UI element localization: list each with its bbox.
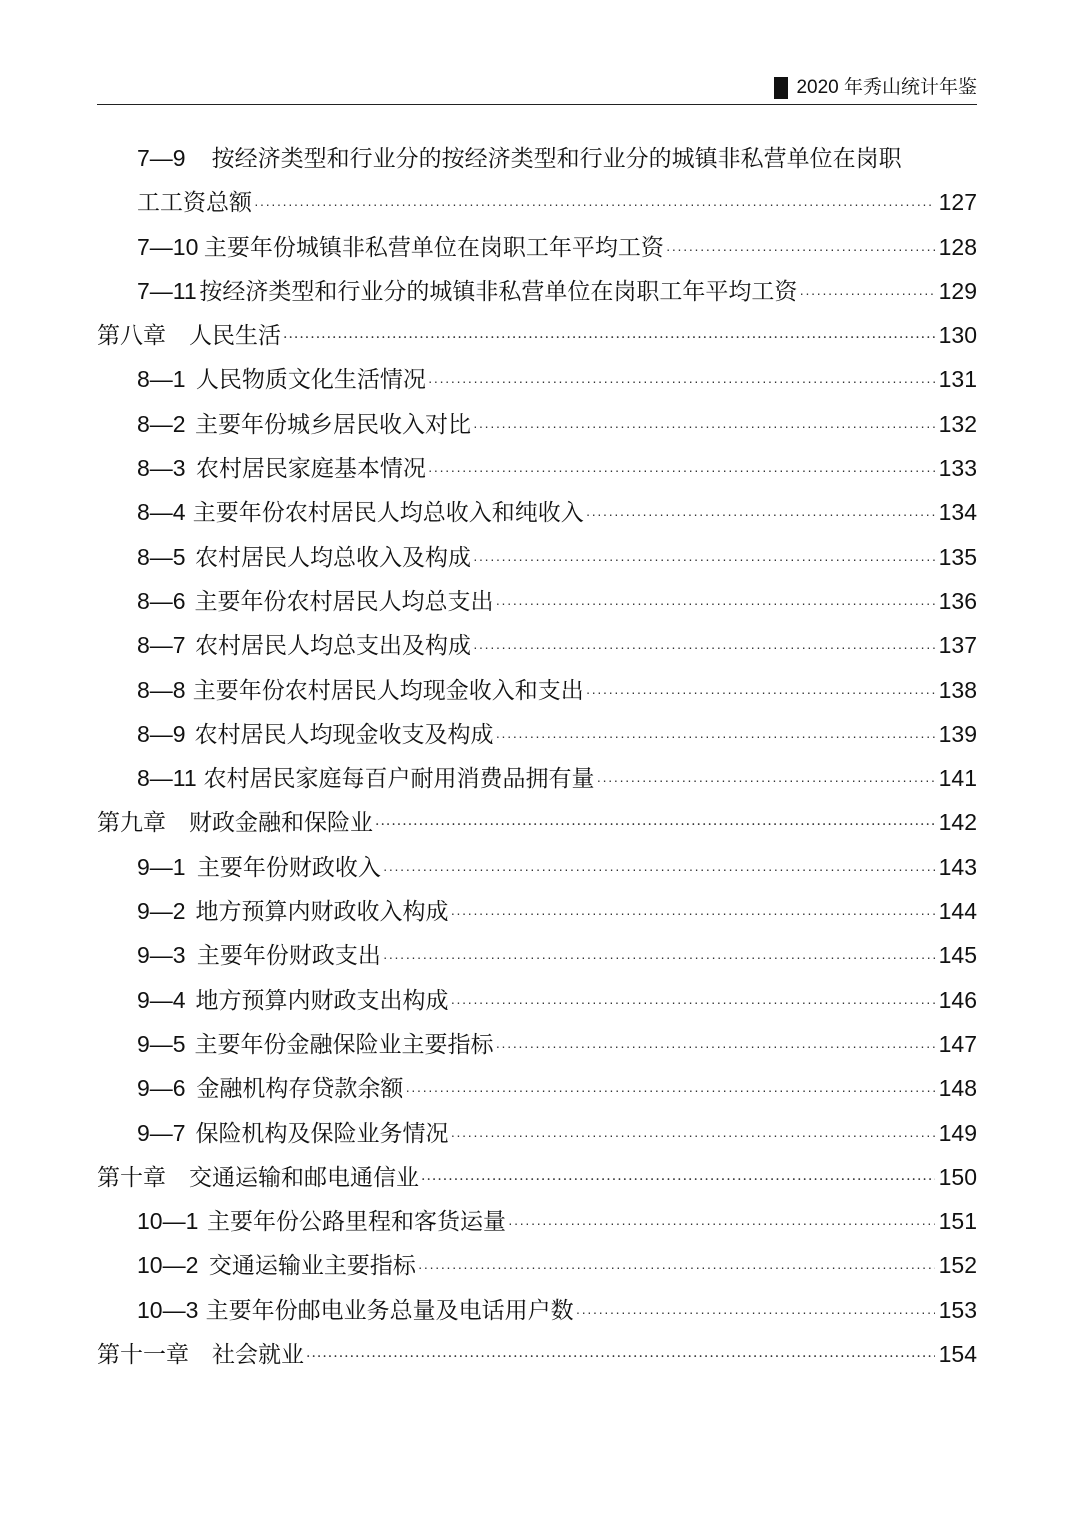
dot-leader — [496, 714, 935, 758]
entry-title: 按经济类型和行业分的按经济类型和行业分的城镇非私营单位在岗职 — [211, 145, 902, 171]
entry-number: 8—8 — [137, 676, 186, 703]
toc-chapter-8[interactable] — [97, 313, 977, 357]
entry-number: 8—6 — [137, 587, 186, 614]
page-number: 152 — [938, 1252, 977, 1279]
dot-leader — [496, 581, 935, 625]
page-number: 136 — [938, 587, 977, 614]
toc-entry-9-3[interactable] — [97, 933, 977, 977]
dot-leader — [450, 1113, 934, 1157]
toc-entry-7-9-cont[interactable] — [97, 180, 977, 224]
toc-entry-8-7[interactable] — [97, 623, 977, 667]
toc-chapter-10[interactable] — [97, 1155, 977, 1199]
entry-number: 8—2 — [137, 410, 186, 437]
dot-leader — [576, 1290, 935, 1334]
entry-number: 9—5 — [137, 1030, 186, 1057]
entry-number: 7—10 — [137, 233, 199, 260]
entry-number: 8—1 — [137, 366, 186, 393]
entry-number: 9—4 — [137, 986, 186, 1013]
entry-title-continued: 工工资总额 — [137, 189, 252, 216]
entry-title: 农村居民家庭基本情况 — [195, 455, 426, 482]
toc-entry-7-9[interactable] — [97, 136, 977, 180]
page-number: 129 — [938, 277, 977, 304]
entry-title: 地方预算内财政支出构成 — [195, 986, 449, 1013]
toc-entry-9-4[interactable] — [97, 978, 977, 1022]
entry-title: 金融机构存贷款余额 — [196, 1075, 404, 1102]
page-number: 141 — [938, 765, 977, 792]
dot-leader — [450, 891, 934, 935]
entry-number: 9—2 — [137, 898, 186, 925]
entry-title: 人民物质文化生活情况 — [195, 366, 426, 393]
page-number: 135 — [938, 543, 977, 570]
page-number: 145 — [938, 942, 977, 969]
entry-title: 地方预算内财政收入构成 — [195, 898, 449, 925]
chapter-title: 第十章 交通运输和邮电通信业 — [97, 1164, 419, 1191]
entry-number: 9—6 — [137, 1075, 186, 1102]
page-number: 146 — [938, 986, 977, 1013]
entry-number: 8—7 — [137, 632, 186, 659]
entry-number: 10—3 — [137, 1296, 199, 1323]
toc-entry-9-7[interactable] — [97, 1111, 977, 1155]
entry-number: 9—3 — [137, 942, 186, 969]
page-number: 139 — [938, 720, 977, 747]
entry-title: 保险机构及保险业务情况 — [195, 1119, 449, 1146]
toc-entry-8-6[interactable] — [97, 579, 977, 623]
page-number: 150 — [938, 1163, 977, 1190]
toc-entry-8-2[interactable] — [97, 402, 977, 446]
dot-leader — [450, 980, 934, 1024]
page-number: 138 — [938, 676, 977, 703]
entry-title: 农村居民人均总收入及构成 — [194, 543, 471, 570]
toc-entry-9-6[interactable] — [97, 1066, 977, 1110]
page-number: 132 — [938, 410, 977, 437]
dot-leader — [586, 670, 935, 714]
toc-entry-7-11[interactable] — [97, 269, 977, 313]
toc-entry-8-8[interactable] — [97, 668, 977, 712]
entry-title: 主要年份城镇非私营单位在岗职工年平均工资 — [203, 233, 664, 260]
toc-chapter-11[interactable] — [97, 1332, 977, 1376]
page-number: 154 — [938, 1341, 977, 1368]
chapter-title: 第八章 人民生活 — [97, 323, 281, 350]
toc-entry-10-1[interactable] — [97, 1199, 977, 1243]
dot-leader — [254, 182, 935, 226]
entry-number: 8—9 — [137, 720, 186, 747]
entry-title: 主要年份公路里程和客货运量 — [207, 1208, 507, 1235]
dot-leader — [283, 316, 935, 360]
entry-title: 农村居民人均现金收支及构成 — [194, 720, 494, 747]
toc-entry-8-3[interactable] — [97, 446, 977, 490]
entry-title: 主要年份邮电业务总量及电话用户数 — [205, 1296, 574, 1323]
page-number: 128 — [938, 233, 977, 260]
chapter-title: 第十一章 社会就业 — [97, 1342, 304, 1369]
page-number: 144 — [938, 898, 977, 925]
entry-number: 9—7 — [137, 1119, 186, 1146]
dot-leader — [597, 758, 935, 802]
entry-number: 8—11 — [137, 765, 197, 792]
entry-number: 8—3 — [137, 455, 186, 482]
dot-leader — [428, 359, 935, 403]
toc-entry-7-10[interactable] — [97, 225, 977, 269]
dot-leader — [473, 537, 935, 581]
entry-title: 主要年份财政支出 — [196, 942, 381, 969]
page-number: 130 — [938, 322, 977, 349]
toc-entry-8-1[interactable] — [97, 357, 977, 401]
page-number: 134 — [938, 499, 977, 526]
dot-leader — [586, 492, 935, 536]
entry-title: 农村居民人均总支出及构成 — [194, 632, 471, 659]
entry-number: 7—11 — [137, 277, 197, 304]
toc-entry-9-2[interactable] — [97, 889, 977, 933]
toc-chapter-9[interactable] — [97, 800, 977, 844]
entry-title: 主要年份农村居民人均总支出 — [194, 587, 494, 614]
yearbook-title: 2020 年秀山统计年鉴 — [796, 77, 977, 98]
entry-number: 10—2 — [137, 1252, 199, 1279]
page-number: 133 — [938, 455, 977, 482]
header-title — [774, 76, 977, 100]
toc-entry-8-5[interactable] — [97, 535, 977, 579]
entry-title: 主要年份财政收入 — [196, 853, 381, 880]
chapter-title: 第九章 财政金融和保险业 — [97, 810, 373, 837]
dot-leader — [418, 1245, 935, 1289]
entry-number: 8—4 — [137, 499, 186, 526]
entry-title: 农村居民家庭每百户耐用消费品拥有量 — [203, 765, 595, 792]
page-number: 153 — [938, 1296, 977, 1323]
entry-title: 按经济类型和行业分的城镇非私营单位在岗职工年平均工资 — [199, 277, 798, 304]
dot-leader — [383, 847, 935, 891]
toc-entry-8-4[interactable] — [97, 490, 977, 534]
toc-entry-10-2[interactable] — [97, 1243, 977, 1287]
entry-title: 主要年份金融保险业主要指标 — [194, 1030, 494, 1057]
toc-entry-8-9[interactable] — [97, 712, 977, 756]
dot-leader — [306, 1335, 935, 1379]
entry-title: 主要年份城乡居民收入对比 — [194, 410, 471, 437]
toc-entry-10-3[interactable] — [97, 1288, 977, 1332]
page-number: 131 — [938, 366, 977, 393]
entry-title: 主要年份农村居民人均总收入和纯收入 — [192, 499, 584, 526]
dot-leader — [496, 1024, 935, 1068]
entry-number: 8—5 — [137, 543, 186, 570]
toc-entry-9-1[interactable] — [97, 845, 977, 889]
page-number: 127 — [938, 189, 977, 216]
dot-leader — [473, 404, 935, 448]
dot-leader — [428, 448, 935, 492]
entry-number: 9—1 — [137, 853, 186, 880]
page-number: 151 — [938, 1208, 977, 1235]
page-number: 143 — [938, 853, 977, 880]
dot-leader — [383, 935, 935, 979]
dot-leader — [405, 1068, 934, 1112]
toc-entry-8-11[interactable] — [97, 756, 977, 800]
entry-number: 10—1 — [137, 1208, 199, 1235]
dot-leader — [473, 625, 935, 669]
page-number: 149 — [938, 1119, 977, 1146]
entry-number: 7—9 — [137, 145, 186, 171]
page-number: 137 — [938, 632, 977, 659]
dot-leader — [666, 227, 935, 271]
toc-entry-9-5[interactable] — [97, 1022, 977, 1066]
dot-leader — [799, 271, 934, 315]
entry-title: 交通运输业主要指标 — [208, 1252, 416, 1279]
running-header — [97, 74, 977, 105]
table-of-contents — [97, 136, 977, 1376]
dot-leader — [421, 1158, 935, 1202]
header-marker-block — [774, 77, 788, 99]
dot-leader — [375, 803, 935, 847]
entry-title: 主要年份农村居民人均现金收入和支出 — [192, 676, 584, 703]
dot-leader — [508, 1201, 935, 1245]
page-number: 142 — [938, 809, 977, 836]
page-number: 148 — [938, 1075, 977, 1102]
page-number: 147 — [938, 1030, 977, 1057]
